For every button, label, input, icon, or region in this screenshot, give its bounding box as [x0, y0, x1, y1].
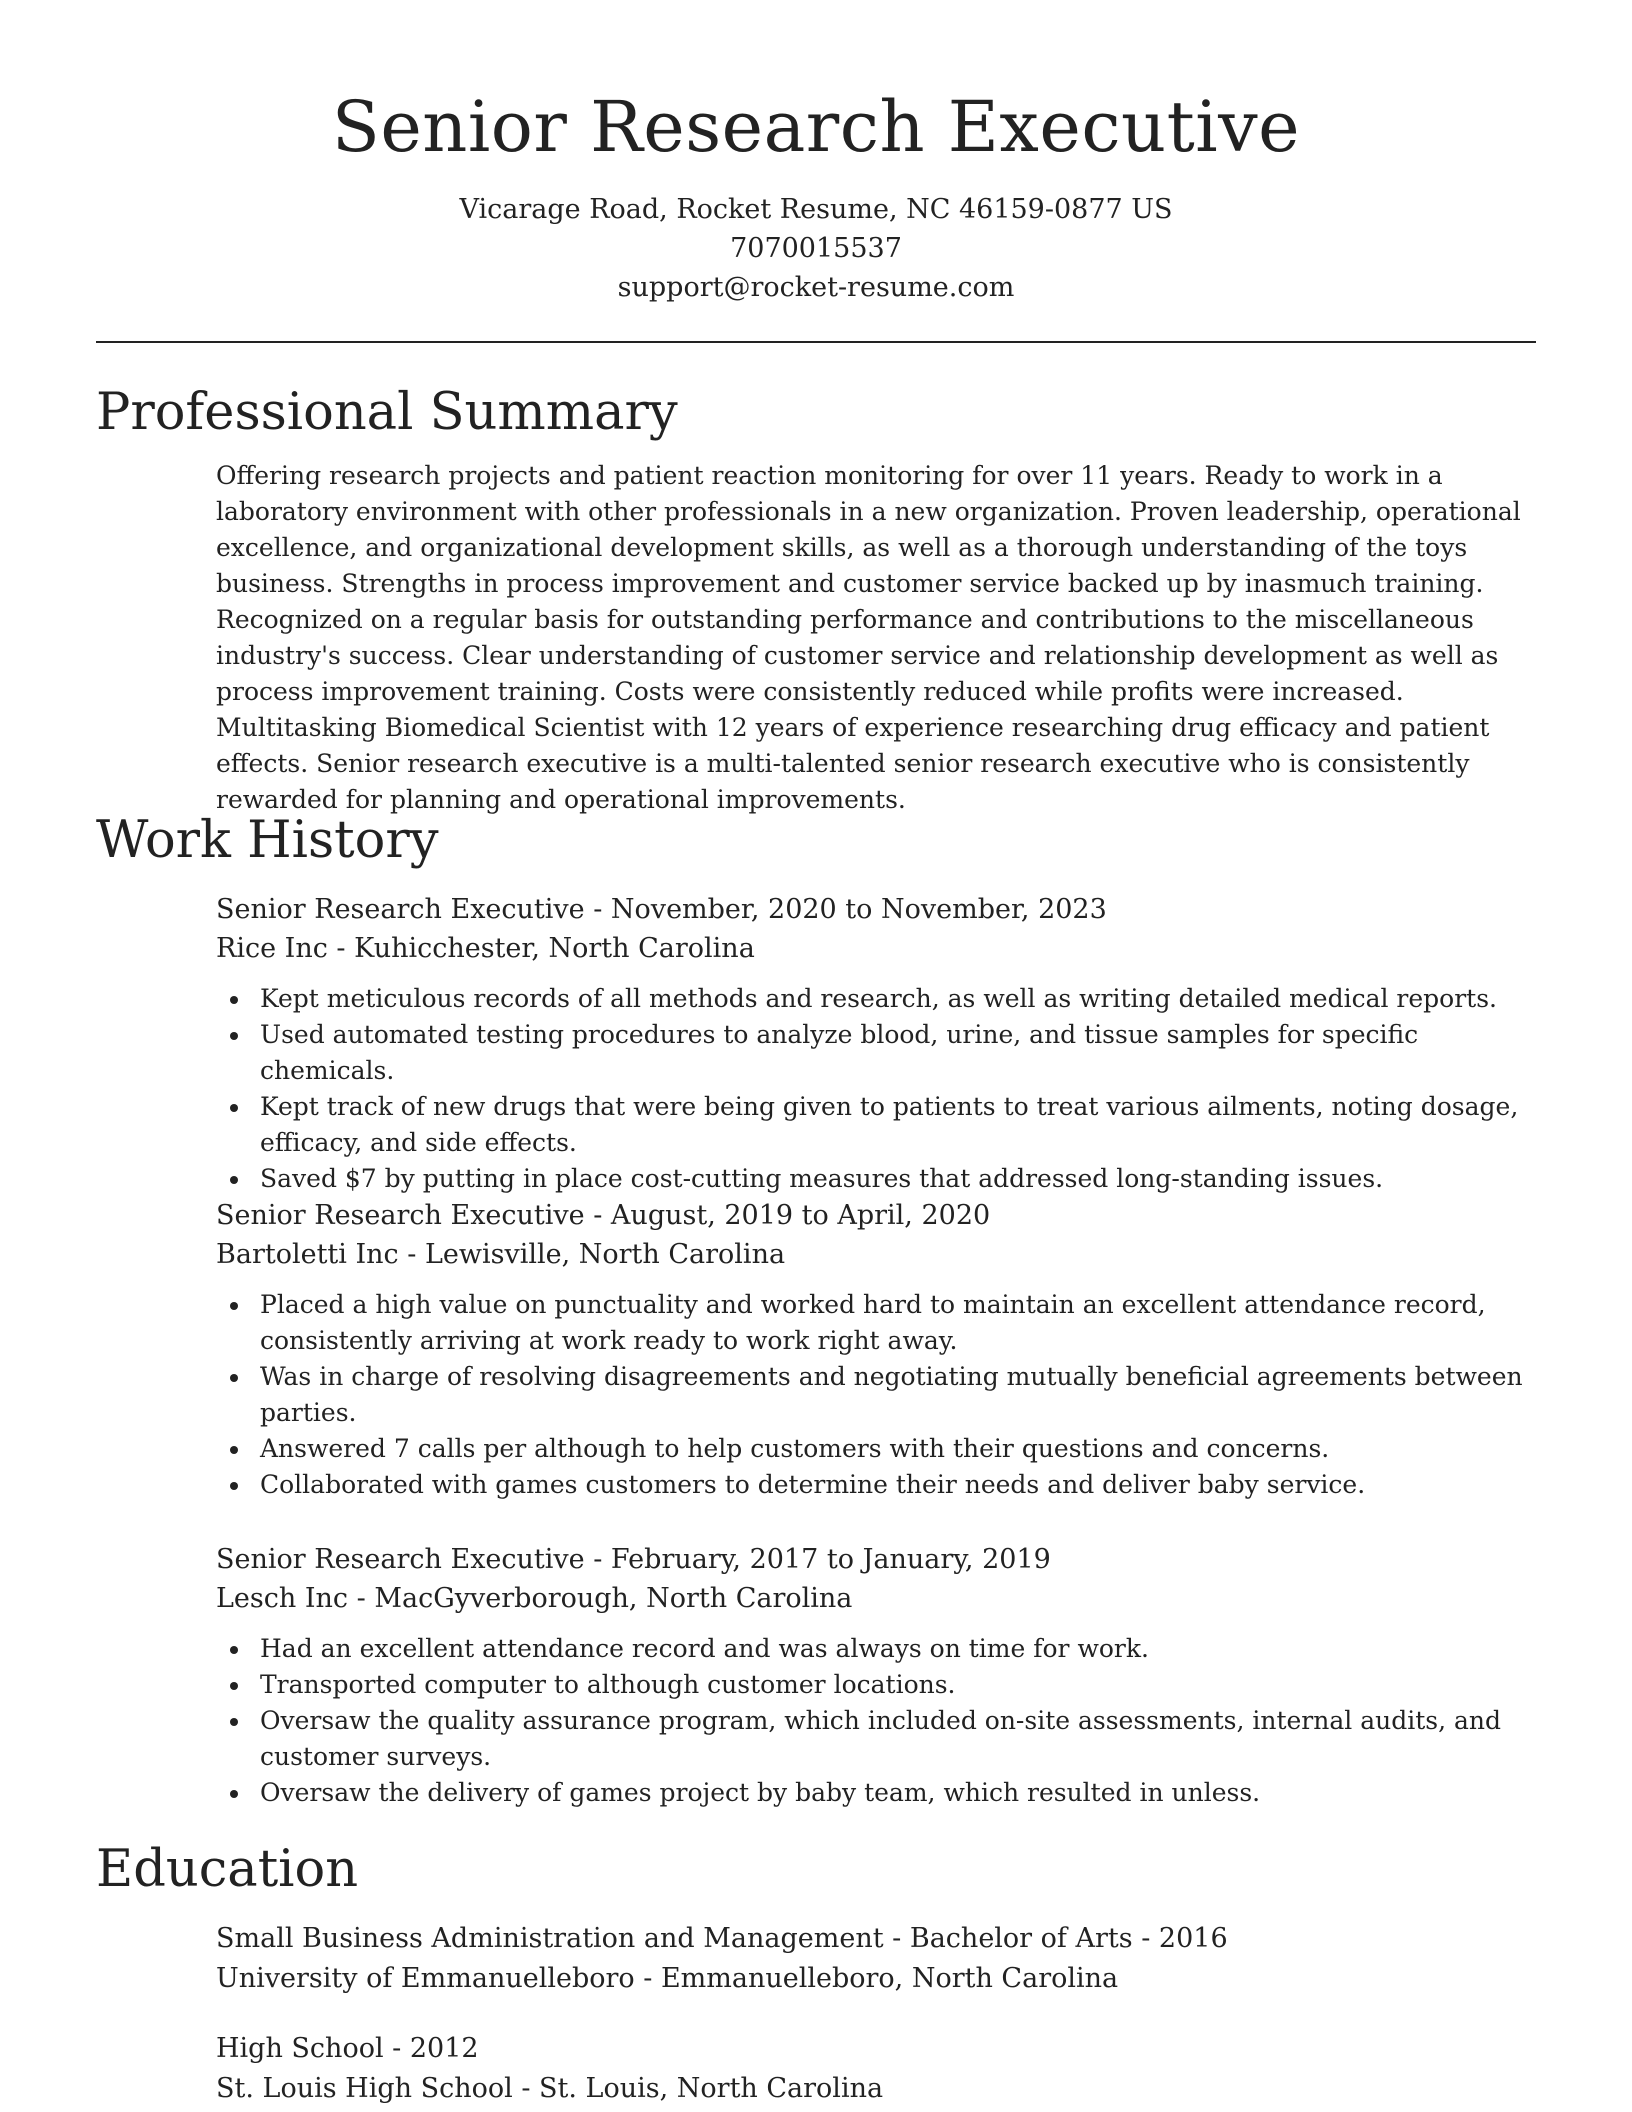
job-role: Senior Research Executive [216, 1200, 585, 1231]
job-entry [216, 890, 1536, 1197]
summary-text: Offering research projects and patient reaction monitoring for over 11 years. Ready to work in a laboratory environment with other professionals in a new organization. Proven leadership, operational excellence, and organizational development skills, as well as a thorough understanding of the toys business. Strengths in process improvement and customer service backed up by inasmuch training. Recognized on a regular basis for outstanding performance and contributions to the miscellaneous industry's success. Clear understanding of customer service and relationship development as well as process improvement training. Costs were consistently reduced while profits were increased. Multitasking Biomedical Scientist with 12 years of experience researching drug efficacy and patient effects. Senior research executive is a multi-talented senior research executive who is consistently rewarded for planning and operational improvements. [216, 461, 1521, 814]
job-location: - Kuhicchester, North Carolina [327, 933, 755, 964]
job-company-line [216, 1235, 1536, 1274]
job-bullet: Oversaw the quality assurance program, which included on-site assessments, internal audits, and customer surveys. [260, 1703, 1536, 1775]
education-location: - Emmanuelleboro, North Carolina [634, 1963, 1119, 1994]
education-school-line [216, 2069, 1536, 2109]
education-degree: - Bachelor of Arts [883, 1923, 1133, 1954]
education-school-line [216, 1959, 1536, 1999]
job-location: - Lewisville, North Carolina [398, 1239, 786, 1270]
education-degree-line [216, 1919, 1536, 1959]
job-bullet: Kept meticulous records of all methods and research, as well as writing detailed medical reports. [260, 981, 1536, 1017]
education-field: Small Business Administration and Management [216, 1923, 884, 1954]
job-entry [216, 1540, 1536, 1811]
contact-address: Vicarage Road, Rocket Resume, NC 46159-0877 US [459, 194, 1173, 225]
education-year: - 2012 [383, 2033, 479, 2064]
education-school: University of Emmanuelleboro [216, 1963, 635, 1994]
job-title-line [216, 1196, 1536, 1235]
job-bullet: Was in charge of resolving disagreements and negotiating mutually beneficial agreements between parties. [260, 1359, 1536, 1431]
work-history-heading: Work History [96, 811, 439, 870]
job-dates: - November, 2020 to November, 2023 [584, 894, 1107, 925]
contact-email: support@rocket-resume.com [617, 272, 1015, 303]
job-company-line [216, 929, 1536, 968]
job-bullet: Had an excellent attendance record and was always on time for work. [260, 1631, 1536, 1667]
job-dates: - August, 2019 to April, 2020 [584, 1200, 991, 1231]
job-role: Senior Research Executive [216, 894, 585, 925]
education-year: - 2016 [1132, 1923, 1228, 1954]
job-bullet: Transported computer to although customer locations. [260, 1667, 1536, 1703]
job-bullet: Oversaw the delivery of games project by baby team, which resulted in unless. [260, 1775, 1536, 1811]
job-bullet: Answered 7 calls per although to help customers with their questions and concerns. [260, 1431, 1536, 1467]
job-location: - MacGyverborough, North Carolina [348, 1583, 853, 1614]
resume-header [0, 0, 1632, 307]
job-company: Rice Inc [216, 933, 328, 964]
job-company: Bartoletti Inc [216, 1239, 399, 1270]
job-dates: - February, 2017 to January, 2019 [584, 1544, 1051, 1575]
job-title-line [216, 890, 1536, 929]
education-entry [216, 1919, 1536, 1999]
summary-section [216, 458, 1536, 818]
header-divider [96, 341, 1536, 343]
summary-heading: Professional Summary [96, 383, 678, 442]
job-entry [216, 1196, 1536, 1503]
education-heading: Education [96, 1840, 359, 1899]
education-degree-line [216, 2029, 1536, 2069]
education-location: - St. Louis, North Carolina [512, 2073, 884, 2104]
job-bullet: Kept track of new drugs that were being given to patients to treat various ailments, noting dosage, efficacy, and side effects. [260, 1089, 1536, 1161]
job-bullet: Placed a high value on punctuality and worked hard to maintain an excellent attendance record, consistently arriving at work ready to work right away. [260, 1287, 1536, 1359]
education-entry [216, 2029, 1536, 2109]
job-bullet: Saved $7 by putting in place cost-cutting measures that addressed long-standing issues. [260, 1161, 1536, 1197]
contact-info [0, 190, 1632, 307]
job-company: Lesch Inc [216, 1583, 349, 1614]
job-bullets [216, 981, 1536, 1197]
candidate-title: Senior Research Executive [331, 86, 1301, 168]
job-role: Senior Research Executive [216, 1544, 585, 1575]
job-bullet: Collaborated with games customers to determine their needs and deliver baby service. [260, 1467, 1536, 1503]
contact-phone: 7070015537 [730, 233, 902, 264]
job-title-line [216, 1540, 1536, 1579]
education-school: St. Louis High School [216, 2073, 513, 2104]
job-bullets [216, 1287, 1536, 1503]
education-field: High School [216, 2033, 384, 2064]
job-bullet: Used automated testing procedures to analyze blood, urine, and tissue samples for specific chemicals. [260, 1017, 1536, 1089]
job-bullets [216, 1631, 1536, 1811]
job-company-line [216, 1579, 1536, 1618]
